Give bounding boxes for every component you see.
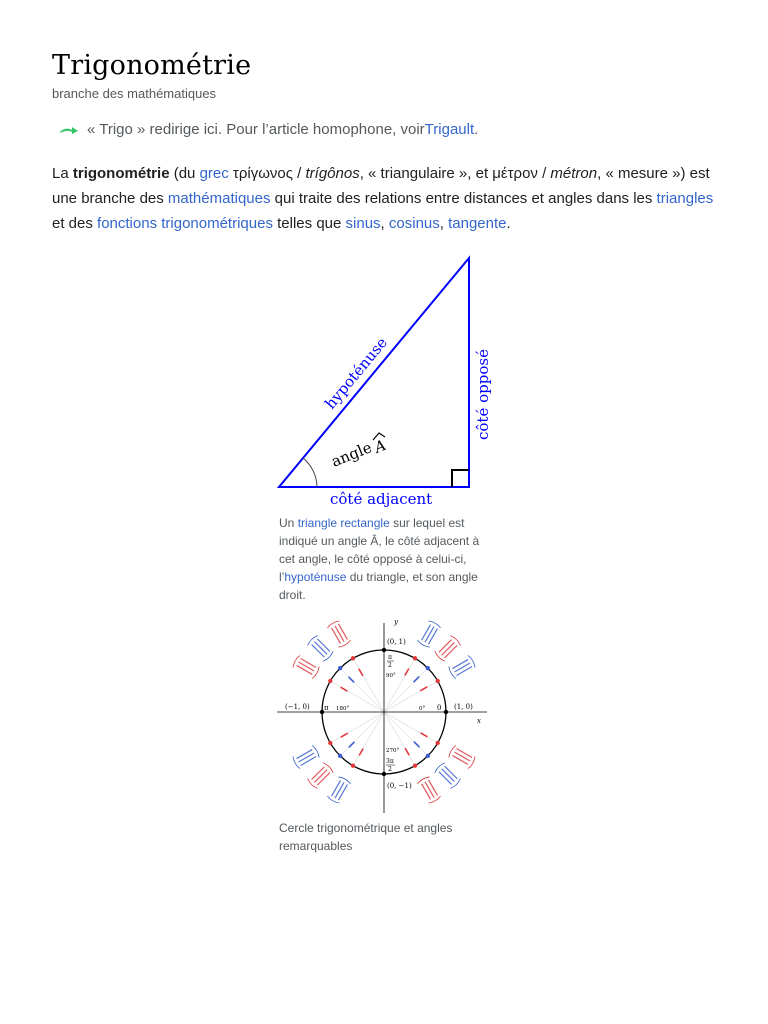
glyph-paren: [468, 655, 476, 668]
glyph-paren: [468, 756, 476, 769]
coordinate-glyph: [448, 745, 477, 770]
unit-circle-diagram[interactable]: [277, 615, 489, 815]
glyph-stroke: [314, 769, 328, 783]
coordinate-glyph: [417, 776, 442, 805]
coordinate-glyph: [448, 655, 477, 680]
glyph-stroke: [317, 638, 331, 652]
glyph-stroke: [425, 626, 435, 642]
glyph-stroke: [296, 749, 312, 759]
intro-italic: métron: [550, 165, 598, 182]
three-pi-half-num: 3π: [386, 758, 394, 765]
inner-angle-mark: [404, 748, 409, 756]
glyph-stroke: [298, 661, 314, 671]
glyph-stroke: [441, 768, 455, 782]
page-subtitle: branche des mathématiques: [52, 86, 217, 101]
coordinate-glyph: [307, 762, 335, 790]
zero-label: 0: [437, 704, 442, 712]
hatnote-suffix: .: [474, 121, 479, 138]
glyph-stroke: [338, 624, 348, 640]
point-left-label: (−1, 0): [285, 703, 310, 711]
figure2-caption: Cercle trigonométrique et angles remarquables: [279, 821, 453, 853]
redirect-arrow-icon: [58, 124, 80, 136]
circle-point: [426, 666, 430, 670]
glyph-stroke: [452, 659, 468, 669]
glyph-stroke: [438, 639, 452, 653]
intro-text: telles que: [272, 215, 346, 232]
angle-ray: [384, 681, 438, 712]
inner-angle-mark: [340, 686, 348, 691]
pi-half-den: 2: [388, 662, 392, 669]
deg180-label: 180°: [336, 706, 350, 712]
glyph-paren: [312, 666, 320, 679]
glyph-stroke: [300, 756, 316, 766]
point-right-label: (1, 0): [454, 703, 473, 711]
glyph-paren: [428, 620, 441, 628]
glyph-stroke: [456, 748, 472, 758]
inner-angle-mark: [420, 732, 428, 737]
glyph-stroke: [421, 784, 431, 800]
glyph-stroke: [421, 624, 431, 640]
glyph-paren: [292, 756, 300, 769]
grec-link[interactable]: grec: [199, 165, 229, 182]
axis-point: [382, 648, 386, 652]
hypotenuse-label: hypoténuse: [321, 333, 392, 413]
inner-angle-mark: [358, 668, 363, 676]
glyph-paren: [307, 778, 318, 789]
circle-point: [426, 754, 430, 758]
angle-symbol: A: [371, 435, 389, 457]
right-triangle-diagram[interactable]: [270, 250, 510, 512]
coordinate-glyph: [327, 620, 352, 649]
angle-ray: [353, 658, 384, 712]
page-title: Trigonométrie: [52, 50, 252, 81]
glyph-stroke: [456, 666, 472, 676]
glyph-paren: [323, 762, 334, 773]
angle-arc: [303, 458, 317, 487]
intro-text: , « triangulaire », et μέτρον /: [359, 165, 551, 182]
angle-ray: [353, 712, 384, 766]
angle-ray: [330, 712, 384, 743]
glyph-stroke: [314, 641, 328, 655]
caption-text: du triangle, et son angle droit.: [279, 570, 478, 602]
inner-angle-mark: [348, 676, 355, 683]
triangle-outline: [279, 258, 469, 487]
glyph-stroke: [428, 628, 438, 644]
glyph-stroke: [428, 780, 438, 796]
intro-text: (du: [169, 165, 200, 182]
coordinate-glyph: [417, 620, 442, 649]
hatnote: [58, 121, 478, 138]
circle-point: [328, 679, 332, 683]
circle-point: [413, 656, 417, 660]
circle-point: [435, 741, 439, 745]
sinus-link[interactable]: sinus: [345, 215, 381, 232]
circle-point: [413, 763, 417, 767]
triangle-rectangle-link[interactable]: triangle rectangle: [297, 516, 390, 530]
glyph-stroke: [311, 644, 325, 658]
glyph-stroke: [300, 658, 316, 668]
glyph-stroke: [317, 772, 331, 786]
glyph-stroke: [452, 755, 468, 765]
pi-label: π: [324, 704, 329, 712]
glyph-paren: [292, 655, 300, 668]
glyph-stroke: [444, 645, 458, 659]
glyph-stroke: [335, 626, 345, 642]
angle-label: angle: [328, 438, 375, 471]
circle-point: [338, 666, 342, 670]
pi-half-num: π: [388, 654, 392, 661]
x-axis-label: x: [477, 717, 481, 725]
inner-angle-mark: [358, 748, 363, 756]
figure1-caption: [279, 514, 494, 604]
glyph-stroke: [311, 766, 325, 780]
mathematiques-link[interactable]: mathématiques: [167, 190, 271, 207]
intro-text: La: [52, 165, 73, 182]
glyph-paren: [312, 745, 320, 758]
cosinus-link[interactable]: cosinus: [388, 215, 440, 232]
glyph-paren: [417, 776, 430, 784]
glyph-stroke: [425, 782, 435, 798]
intro-italic: trígônos: [305, 165, 360, 182]
deg270-label: 270°: [386, 748, 400, 754]
glyph-paren: [327, 796, 340, 804]
triangles-link[interactable]: triangles: [656, 190, 714, 207]
glyph-paren: [448, 666, 456, 679]
glyph-paren: [323, 651, 334, 662]
glyph-stroke: [338, 784, 348, 800]
glyph-stroke: [441, 642, 455, 656]
inner-angle-mark: [404, 668, 409, 676]
caption-text: sur lequel est indiqué un angle Â, le côté adjacent à cet angle, le côté opposé à celui-ci, l’: [279, 516, 480, 584]
opposite-side-label: côté opposé: [474, 349, 492, 440]
circle-point: [351, 763, 355, 767]
glyph-stroke: [296, 665, 312, 675]
coordinate-glyph: [327, 776, 352, 805]
glyph-stroke: [331, 628, 341, 644]
glyph-stroke: [298, 753, 314, 763]
tangente-link[interactable]: tangente: [448, 215, 507, 232]
glyph-paren: [428, 796, 441, 804]
three-pi-half-den: 2: [388, 766, 392, 773]
glyph-stroke: [331, 780, 341, 796]
hatnote-text: « Trigo » redirige ici. Pour l’article homophone, voir: [87, 121, 425, 138]
coordinate-glyph: [307, 635, 335, 663]
inner-angle-mark: [420, 686, 428, 691]
axis-point: [382, 772, 386, 776]
intro-bold-term: trigonométrie: [72, 165, 170, 182]
deg0-label: 0°: [419, 706, 426, 712]
fonctions-trigonometriques-link[interactable]: fonctions trigonométriques: [97, 215, 273, 232]
adjacent-side-label: côté adjacent: [330, 490, 433, 508]
inner-angle-mark: [348, 741, 355, 748]
glyph-stroke: [438, 771, 452, 785]
caption-text: Un: [279, 516, 298, 530]
glyph-paren: [327, 620, 340, 628]
axis-point: [444, 710, 448, 714]
intro-text: τρίγωνος /: [228, 165, 306, 182]
circle-point: [338, 754, 342, 758]
intro-text: ,: [380, 215, 389, 232]
glyph-stroke: [444, 766, 458, 780]
hypotenuse-link[interactable]: hypoténuse: [284, 570, 347, 584]
intro-text: qui traite des relations entre distances et angles dans les: [270, 190, 657, 207]
glyph-paren: [417, 640, 430, 648]
coordinate-glyph: [434, 635, 462, 663]
inner-angle-mark: [340, 732, 348, 737]
coordinate-glyph: [292, 745, 321, 770]
y-axis-label: y: [394, 618, 398, 626]
coordinate-glyph: [292, 655, 321, 680]
glyph-paren: [450, 635, 461, 646]
right-angle-marker: [452, 470, 469, 487]
coordinate-glyph: [434, 762, 462, 790]
intro-paragraph: [52, 161, 716, 236]
deg90-label: 90°: [386, 673, 396, 679]
glyph-stroke: [335, 782, 345, 798]
inner-angle-mark: [413, 676, 420, 683]
glyph-stroke: [454, 663, 470, 673]
glyph-paren: [448, 745, 456, 758]
angle-ray: [384, 712, 438, 743]
point-top-label: (0, 1): [387, 638, 406, 646]
circle-point: [328, 741, 332, 745]
glyph-paren: [338, 640, 351, 648]
intro-text: , « mesure ») est une branche des: [52, 165, 710, 207]
intro-text: et des: [52, 215, 98, 232]
point-bottom-label: (0, −1): [387, 782, 412, 790]
glyph-stroke: [454, 751, 470, 761]
intro-text: .: [506, 215, 511, 232]
circle-point: [351, 656, 355, 660]
intro-text: ,: [439, 215, 449, 232]
inner-angle-mark: [413, 741, 420, 748]
glyph-paren: [338, 776, 351, 784]
trigault-link[interactable]: Trigault: [424, 121, 475, 138]
circle-point: [435, 679, 439, 683]
